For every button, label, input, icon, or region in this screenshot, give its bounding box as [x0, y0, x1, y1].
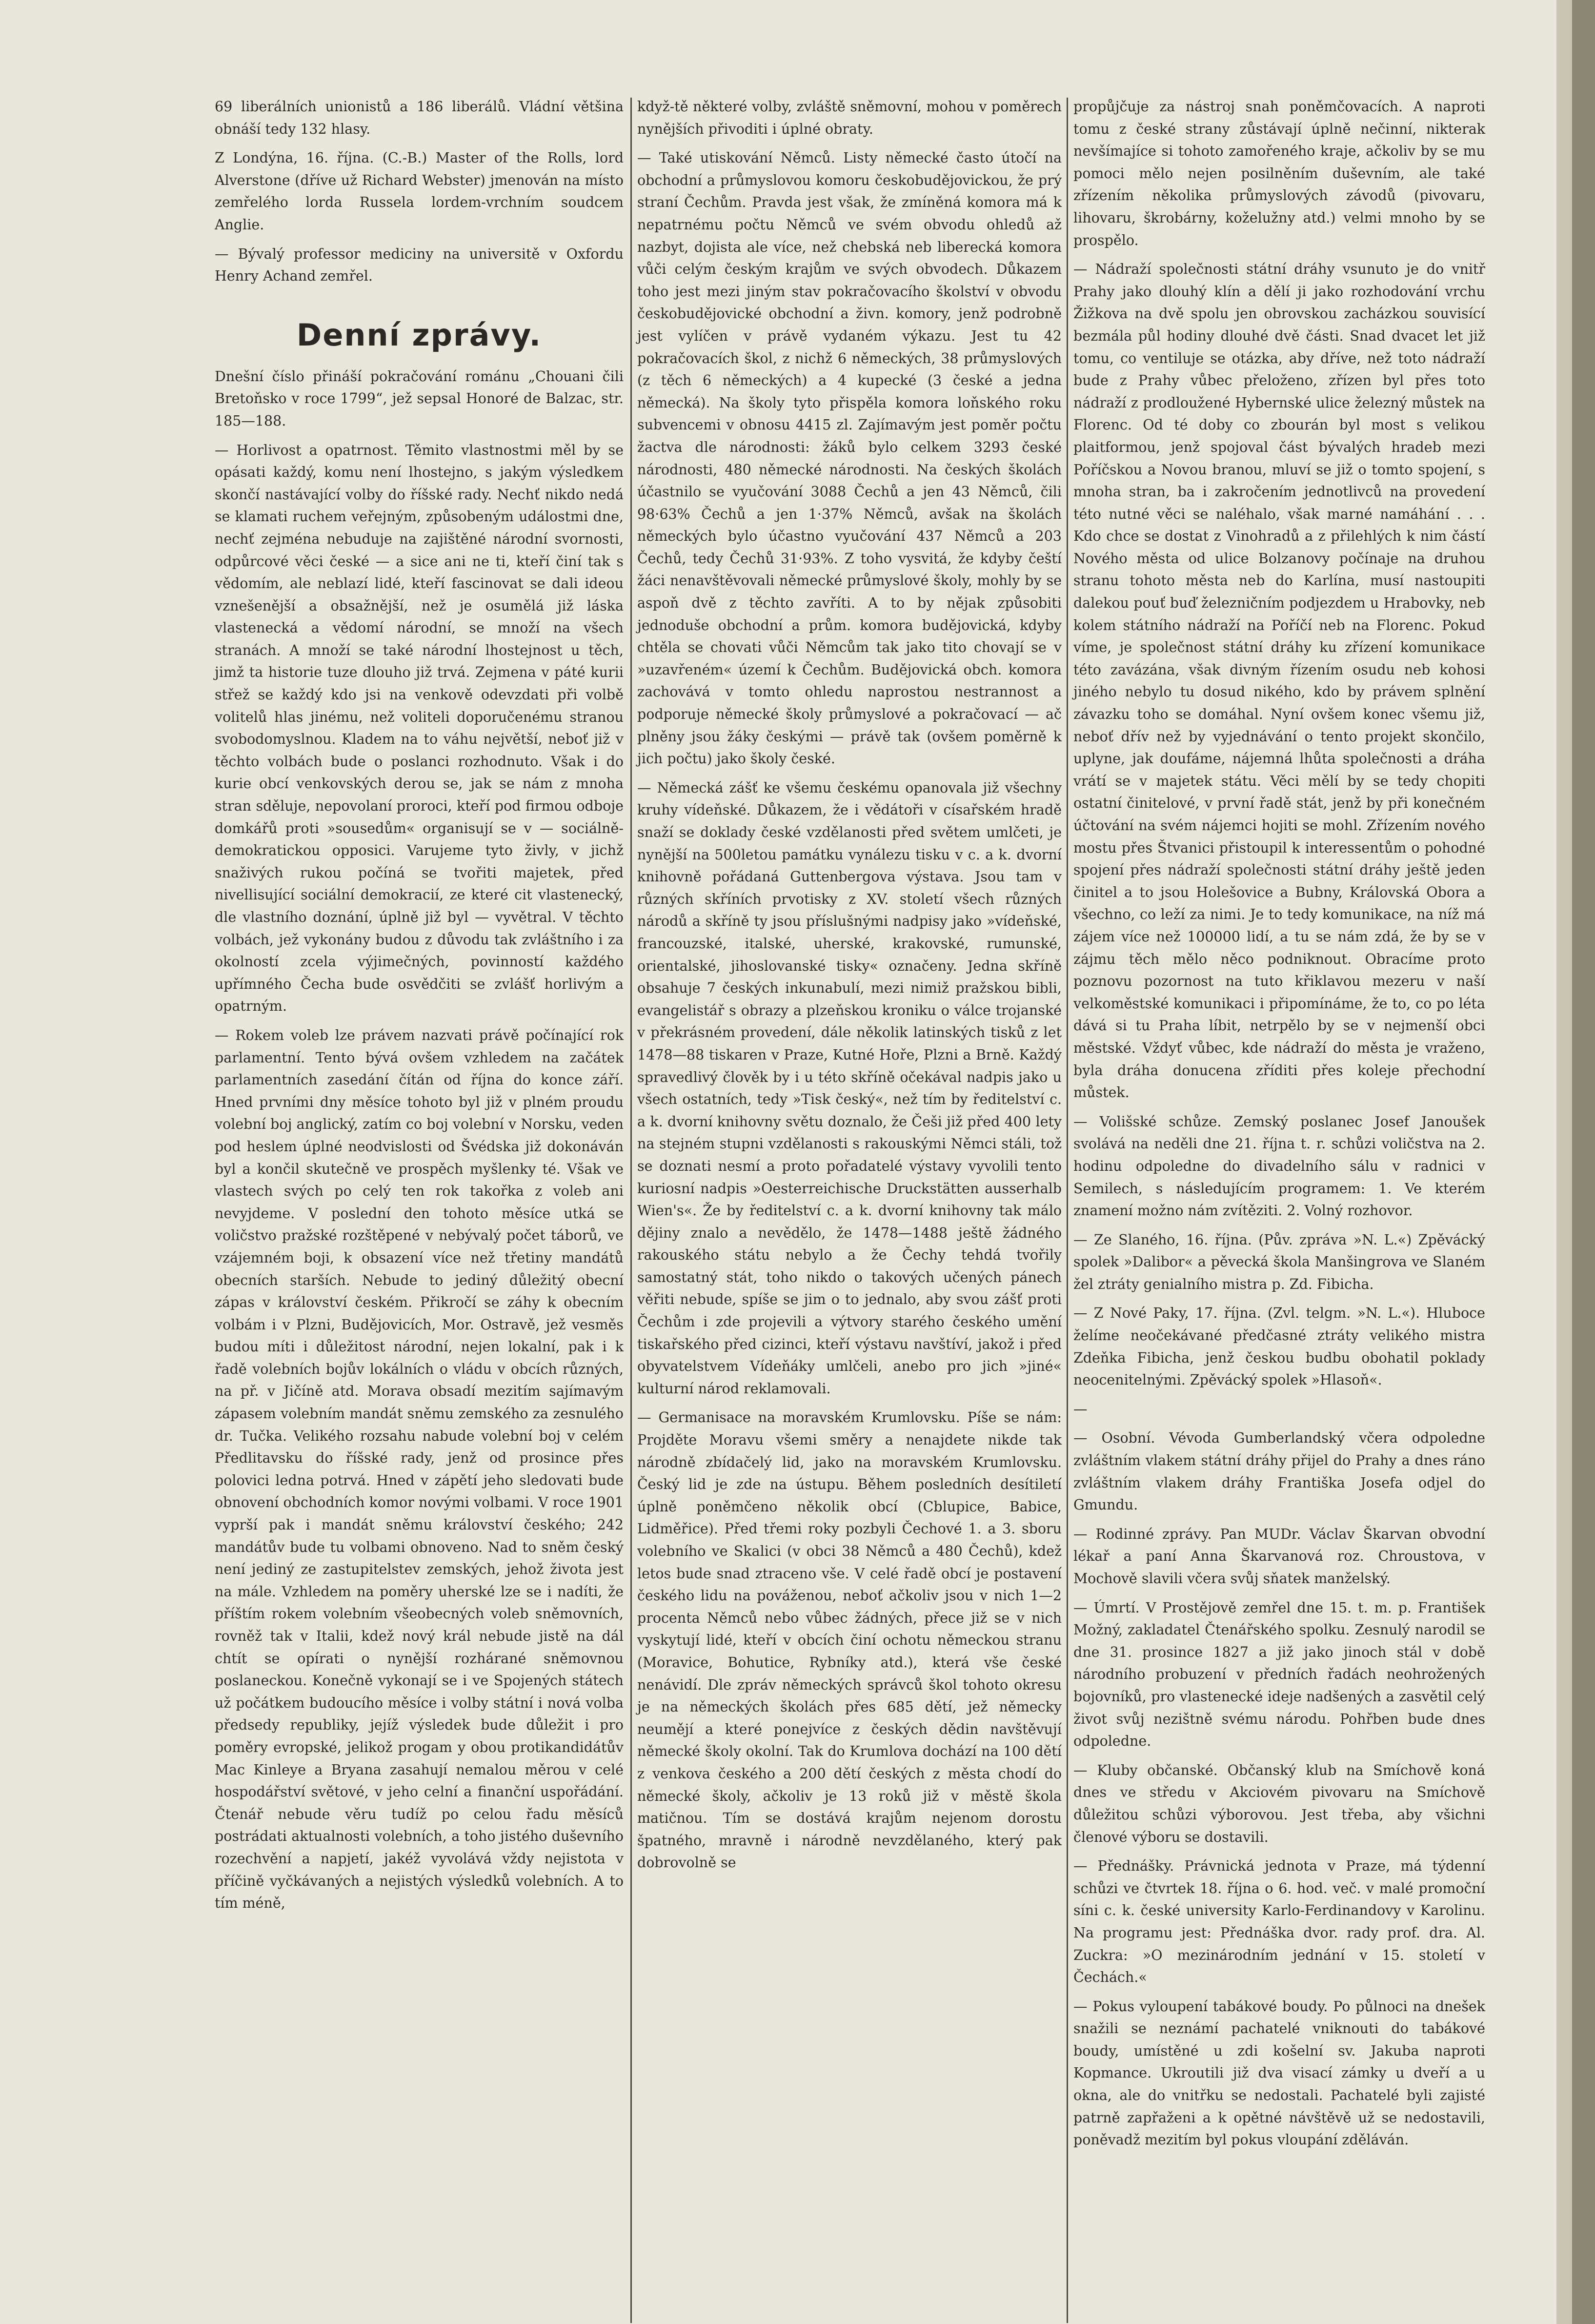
- column-rule: [630, 98, 632, 2323]
- article-paragraph: — Z Nové Paky, 17. října. (Zvl. telgm. »N. L.«). Hluboce želíme neočekávané předčasné ztráty velikého mistra Zdeňka Fibicha, jenž českou budbu obohatil poklady neocenitelnými. Zpěvácký spolek »Hlasoň«.: [1073, 1305, 1485, 1388]
- article-paragraph: — Bývalý professor mediciny na universitě v Oxfordu Henry Achand zemřel.: [215, 245, 624, 285]
- column-3: [1073, 96, 1485, 2158]
- article-paragraph: když-tě některé volby, zvláště sněmovní, mohou v poměrech nynějších přivoditi i úplné obraty.: [637, 99, 1062, 137]
- article-paragraph: propůjčuje za nástroj snah poněmčovacích. A naproti tomu z české strany zůstávají úplně nečinní, nikterak nevšímajíce si tohoto zamořeného kraje, ačkoliv by se mu pomoci mělo nejen posilněním duševním, ale také zřízením několika průmyslových závodů (pivovaru, lihovaru, škrobárny, koželužny atd.) velmi mnoho by se prospělo.: [1073, 99, 1485, 248]
- article-paragraph: — Německá zášť ke všemu českému opanovala již všechny kruhy vídeňské. Důkazem, že i vědátoři v císařském hradě snaží se doklady české vzdělanosti před světem umlčeti, je nynější na 500letou památku vynálezu tisku v c. a k. dvorní knihovně pořádaná Guttenbergova výstava. Jsou tam v různých skříních prvotisky z XV. století všech různých národů a skříně ty jsou příslušnými nadpisy jako »vídeňské, francouzské, italské, uherské, krakovské, rumunské, orientalské, jihoslovanské tisky« označeny. Jedna skříně obsahuje 7 českých inkunabulí, mezi nimiž pražskou bibli, evangelistář s obrazy a plzeňskou kroniku o válce trojanské v překrásném provedení, dále několik latinských tisků z let 1478—88 tiskaren v Praze, Kutné Hoře, Plzni a Brně. Každý spravedlivý člověk by i u této skříně očekával nadpis jako u všech ostatních, tedy »Tisk český«, než tím by ředitelství c. a k. dvorní knihovny světu doznalo, že Češi již před 400 lety na stejném stupni vzdělanosti s rakouskými Němci stáli, tož se doznati nesmí a proto pořadatelé výstavy vyvolili tento kuriosní nadpis »Oesterreichische Druckstätten ausserhalb Wien's«. Že by ředitelství c. a k. dvorní knihovny tak málo dějiny znalo a nevědělo, že 1478—1488 ještě žádného rakouského státu nebylo a že Čechy tehdá tvořily samostatný stát, toho nikdo o takových učených pánech věřiti nebude, spíše se jim o to jednalo, aby svou zášť proti Čechům i zde projevili a výtvory starého českého umění tiskařského před cizinci, kteří výstavu navštíví, jakož i před obyvatelstvem Vídeňáky umlčeli, anebo pro jich »jiné« kulturní národ reklamovali.: [637, 779, 1062, 1397]
- article-paragraph: Dnešní číslo přináší pokračování románu „Chouani čili Bretoňsko v roce 1799“, jež sepsal Honoré de Balzac, str. 185—188.: [215, 368, 624, 429]
- article-paragraph: — Germanisace na moravském Krumlovsku. Píše se nám: Projděte Moravu všemi směry a nenajdete nikde tak národně zbídačelý lid, jako na moravském Krumlovsku. Český lid je zde na ústupu. Během posledních desítiletí úplně poněmčeno několik obcí (Cblupice, Babice, Lidměřice). Před třemi roky pozbyli Čechové 1. a 3. sboru volebního ve Skalici (v obci 38 Němců a 480 Čechů), kdež letos bude snad ztraceno vše. V celé řadě obcí je postavení českého lidu na pováženou, neboť ačkoliv jsou v nich 1—2 procenta Němců nebo vůbec žádných, přece již se v nich vyskytují lidé, kteří v obcích činí ochotu německou stranu (Moravice, Bohutice, Rybníky atd.), která vše české nenávidí. Dle zpráv německých správců škol tohoto okresu je na německých školách přes 685 dětí, jež německy neumějí a které ponejvíce z českých dědin navštěvují německé školy okolní. Tak do Krumlova dochází na 100 dětí z venkova českého a 200 dětí českých z města chodí do německé školy, ačkoliv je 13 roků již v městě škola matičnou. Tím se dostává krajům nejenom dorostu špatného, mravně i národně nevzdělaného, který pak dobrovolně se: [637, 1409, 1062, 1871]
- article-paragraph: — Pokus vyloupení tabákové boudy. Po půlnoci na dnešek snažili se neznámí pachatelé vniknouti do tabákové boudy, umístěné u zdi košelní sv. Jakuba naproti Kopmance. Ukroutili již dva visací zámky u dveří a u okna, ale do vnitřku se nedostali. Pachatelé byli zajisté patrně zapřaženi a k opětné návštěvě už se nedostavili, poněvadž mezitím byl pokus vloupání zděláván.: [1073, 1998, 1485, 2148]
- article-paragraph: — Volišské schůze. Zemský poslanec Josef Janoušek svolává na neděli dne 21. října t. r. schůzi voličstva na 2. hodinu odpoledne do divadelního sálu v radnici v Semilech, s následujícím programem: 1. Ve kterém znamení možno nám zvítěziti. 2. Volný rozhovor.: [1073, 1113, 1485, 1219]
- section-title: Denní zprávy.: [296, 317, 542, 353]
- column-rule: [1067, 98, 1068, 2323]
- article-paragraph: — Přednášky. Právnická jednota v Praze, má týdenní schůzi ve čtvrtek 18. října o 6. hod. več. v malé promoční síni c. k. české university Karlo-Ferdinandovy v Karolinu. Na programu jest: Přednáška dvor. rady prof. dra. Al. Zuckra: »O mezinárodním jednání v 15. století v Čechách.«: [1073, 1858, 1485, 1986]
- article-paragraph: — Kluby občanské. Občanský klub na Smíchově koná dnes ve středu v Akciovém pivovaru na Smíchově důležitou schůzi výborovou. Jest třeba, aby všichni členové výboru se dostavili.: [1073, 1762, 1485, 1845]
- article-paragraph: — Osobní. Vévoda Gumberlandský včera odpoledne zvláštním vlakem státní dráhy přijel do Prahy a dnes ráno zvláštním vlakem dráhy Františka Josefa odjel do Gmundu.: [1073, 1430, 1485, 1513]
- binding-strip: [1572, 0, 1595, 2324]
- article-paragraph: — Ze Slaného, 16. října. (Pův. zpráva »N. L.«) Zpěvácký spolek »Dalibor« a pěvecká škola Manšingrova ve Slaném žel ztráty genialního mistra p. Zd. Fibicha.: [1073, 1231, 1485, 1292]
- article-paragraph: Z Londýna, 16. října. (C.-B.) Master of the Rolls, lord Alverstone (dříve už Richard Webster) jmenován na místo zemřelého lorda Russela lordem-vrchním soudcem Anglie.: [215, 150, 624, 233]
- article-paragraph: —: [1073, 1401, 1088, 1417]
- article-paragraph: — Nádraží společnosti státní dráhy vsunuto je do vnitř Prahy jako dlouhý klín a dělí ji jako rozhodování vrchu Žižkova na dvě spolu jen obrovskou zacházkou souvisící bezmála půl hodiny dlouhé dvě části. Snad dvacet let již tomu, co ventiluje se otázka, aby dříve, než toto nádraží bude z Prahy vůbec přeloženo, zřízen byl přes toto nádraží z prodloužené Hybernské ulice železný můstek na Florenc. Od té doby co zbourán byl most s velikou plaitformou, jenž spojoval část bývalých hradeb mezi Poříčskou a Novou branou, mluví se již o tomto spojení, s mnoha stran, ba i zakročením jednotlivců na provedení této nutné věci se naléhalo, však marné namáhání . . . Kdo chce se dostat z Vinohradů a z přilehlých k nim částí Nového města od ulice Bolzanovy počínaje na druhou stranu tohoto města neb do Karlína, musí nastoupiti dalekou pouť buď železničním podjezdem u Hrabovky, neb kolem státního nádraží na Poříčí neb na Florenc. Pokud víme, je společnost státní dráhy ku zřízení komunikace této zavázána, však divným řízením osudu neb kohosi jiného nebylo tu dosud nikého, kdo by právem splnění závazku toho se domáhal. Nyní ovšem konec všemu již, neboť dřív než by vyjednávání o tento projekt skončilo, uplyne, jak doufáme, nájemná lhůta společnosti a dráha vrátí se v majetek státu. Věci mělí by se tedy chopiti ostatní činitelové, v první řadě stát, jenž by při konečném účtování na svém nájemci hojiti se mohl. Zřízením nového mostu přes Štvanici přistoupil k interessentům o pohodné spojení přes nádraží společnosti státní dráhy ještě jeden činitel a to jsou Holešovice a Bubny, Královská Obora a všechno, co leží za nimi. Je to tedy komunikace, na níž má zájem více než 100000 lidí, a tu se nám zdá, že by se v zájmu těch mělo něco podniknout. Obracíme proto poznovu pozornost na tuto křiklavou mezeru v naší velkoměstské komunikaci i připomínáme, že to, co po léta dává si tu Praha líbit, netrpělo by se v nejmenší obci městské. Vždyť vůbec, kde nádraží do města je vraženo, byla dráha donucena zříditi přes koleje přechodní můstek.: [1073, 261, 1485, 1101]
- article-paragraph: — Také utiskování Němců. Listy německé často útočí na obchodní a průmyslovou komoru českobudějovickou, že prý straní Čechům. Pravda jest však, že zmíněná komora má k nepatrnému počtu Němců ve svém obvodu ohledů až nazbyt, dojista ale více, než chebská neb liberecká komora vůči celým českým krajům ve svých obvodech. Důkazem toho jest mezi jiným stav pokračovacího školství v obvodu českobudějovické obchodní a živn. komory, jenž podrobně jest vylíčen v právě vydaném výkazu. Jest tu 42 pokračovacích škol, z nichž 6 německých, 38 průmyslových (z těch 6 německých) a 4 kupecké (3 české a jedna německá). Na školy tyto přispěla komora loňského roku subvencemi v obnosu 4415 zl. Zajímavým jest poměr počtu žactva dle národnosti: žáků bylo celkem 3293 české národnosti, 480 německé národnosti. Na českých školách účastnilo se vyučování 3088 Čechů a jen 43 Němců, čili 98·63% Čechů a jen 1·37% Němců, avšak na školách německých bylo účastno vyučování 437 Němců a 203 Čechů, tedy Čechů 31·93%. Z toho vysvitá, že kdyby čeští žáci nenavštěvovali německé průmyslové školy, mohly by se aspoň dvě z těchto zavříti. A to by nějak způsobiti jednoduše obchodní a prům. komora budějovická, kdyby chtěla se chovati vůči Němcům tak jako tito chovají se v »uzavřeném« území k Čechům. Budějovická obch. komora zachovává v tomto ohledu naprostou nestrannost a podporuje německé školy průmyslové a pokračovací — ač plněny jsou žáky českými — právě tak (ovšem poměrně k jich počtu) jako školy české.: [637, 150, 1062, 767]
- article-paragraph: — Rodinné zprávy. Pan MUDr. Václav Škarvan obvodní lékař a paní Anna Škarvanová roz. Chroustova, v Mochově slavili včera svůj sňatek manželský.: [1073, 1526, 1485, 1587]
- article-paragraph: 69 liberálních unionistů a 186 liberálů. Vládní většina obnáší tedy 132 hlasy.: [215, 99, 624, 137]
- article-paragraph: — Rokem voleb lze právem nazvati právě počínající rok parlamentní. Tento bývá ovšem vzhledem na začátek parlamentních zasedání čítán od října do konce září. Hned prvními dny měsíce tohoto byl již v plném proudu volební boj anglický, zatím co boj volební v Norsku, veden pod heslem úplné neodvislosti od Švédska již dokonáván byl a končil skutečně ve prospěch myšlenky té. Však ve vlastech svých po celý ten rok takořka z voleb ani nevyjdeme. V poslední den tohoto měsíce utká se voličstvo pražské rozštěpené v nebývalý počet táborů, ve vzájemném boji, k obsazení více než třetiny mandátů obecních starších. Nebude to jediný důležitý obecní zápas v království českém. Přikročí se záhy k obecním volbám i v Plzni, Budějovicích, Mor. Ostravě, jež vesměs budou míti i důležitost národní, nejen lokalní, pak i k řadě volebních bojův lokálních o vládu v obcích různých, na př. v Jičíně atd. Morava obsadí mezitím sajímavým zápasem volebním mandát sněmu zemského za zesnulého dr. Tučka. Velikého rozsahu nabude volební boj v celém Předlitavsku do říšské rady, jenž od prosince přes polovici ledna potrvá. Hned v zápětí jeho sledovati bude obnovení obchodních komor novými volbami. V roce 1901 vyprší pak i mandát sněmu království českého; 242 mandátův bude tu volbami obnoveno. Nad to sněm český není jediný ze zastupitelstev zemských, jehož života jest na mále. Vzhledem na poměry uherské lze se i nadíti, že příštím rokem volebním všeobecných voleb sněmovních, rovněž tak v Italii, kdež nový král nebude jistě na dál chtít se opírati o nynější rozhárané sněmovnou poslaneckou. Konečně vykonají se i ve Spojených státech už počátkem budoucího měsíce i volby státní i nová volba předsedy republiky, jejíž výsledek bude důležit i pro poměry evropské, jelikož progam y obou protikandidátův Mac Kinleye a Bryana zasahují nemalou měrou v celé hospodářství světové, v jeho celní a finanční uspořádání. Čtenář nebude věru tudíž po celou řadu měsíců postrádati aktualnosti volebních, a toho jistého duševního rozechvění a napjetí, jakéž vyvolává vždy nejistota v příčině vyčkávaných a nejistých výsledků volebních. A to tím méně,: [215, 1027, 624, 1912]
- article-paragraph: — Horlivost a opatrnost. Těmito vlastnostmi měl by se opásati každý, komu není lhostejno, s jakým výsledkem skončí nastávající volby do říšské rady. Nechť nikdo nedá se klamati ruchem veřejným, způsobeným událostmi dne, nechť zejména nebuduje na zajištěné národní svornosti, odpůrcové věci české — a sice ani ne ti, kteří činí tak s vědomím, ale neblazí lidé, kteří fascinovat se dali ideou vznešenější a obsažnější, než je osumělá již láska vlastenecká a vědomí národní, se množí na všech stranách. A množí se také národní lhostejnost u těch, jimž ta historie tuze dlouho již trvá. Zejmena v páté kurii střež se každý kdo jsi na venkově odevzdati při volbě volitelů hlas jinému, než voliteli doporučenému stranou svobodomyslnou. Kladem na to váhu největší, neboť již v těchto volbách bude o poslanci rozhodnuto. Však i do kurie obcí venkovských derou se, jak se nám z mnoha stran sděluje, nepovolaní proroci, kteří pod firmou odboje domkářů proti »sousedům« organisují se v — sociálně-demokratickou opposici. Varujeme tyto živly, v jichž snaživých rukou počíná se tvořiti majetek, před nivellisující sociální demokracií, ze které cit vlastenecký, dle vlastního doznání, úplně již byl — vyvětral. V těchto volbách, jež vykonány budou z důvodu tak zvláštního i za okolností zcela výjimečných, povinností každého upřímného Čecha bude osvědčiti se zvlášť horlivým a opatrným.: [215, 442, 624, 1015]
- column-2: [637, 96, 1062, 1881]
- article-paragraph: — Úmrtí. V Prostějově zemřel dne 15. t. m. p. František Možný, zakladatel Čtenářského spolku. Zesnulý narodil se dne 31. prosince 1827 a již jako jinoch stál v době národního probuzení v předních řadách neohrožených bojovníků, pro vlastenecké ideje nadšených a zasvětil celý život svůj nezištně svému národu. Pohřben bude dnes odpoledne.: [1073, 1599, 1485, 1750]
- column-1: [215, 96, 624, 1921]
